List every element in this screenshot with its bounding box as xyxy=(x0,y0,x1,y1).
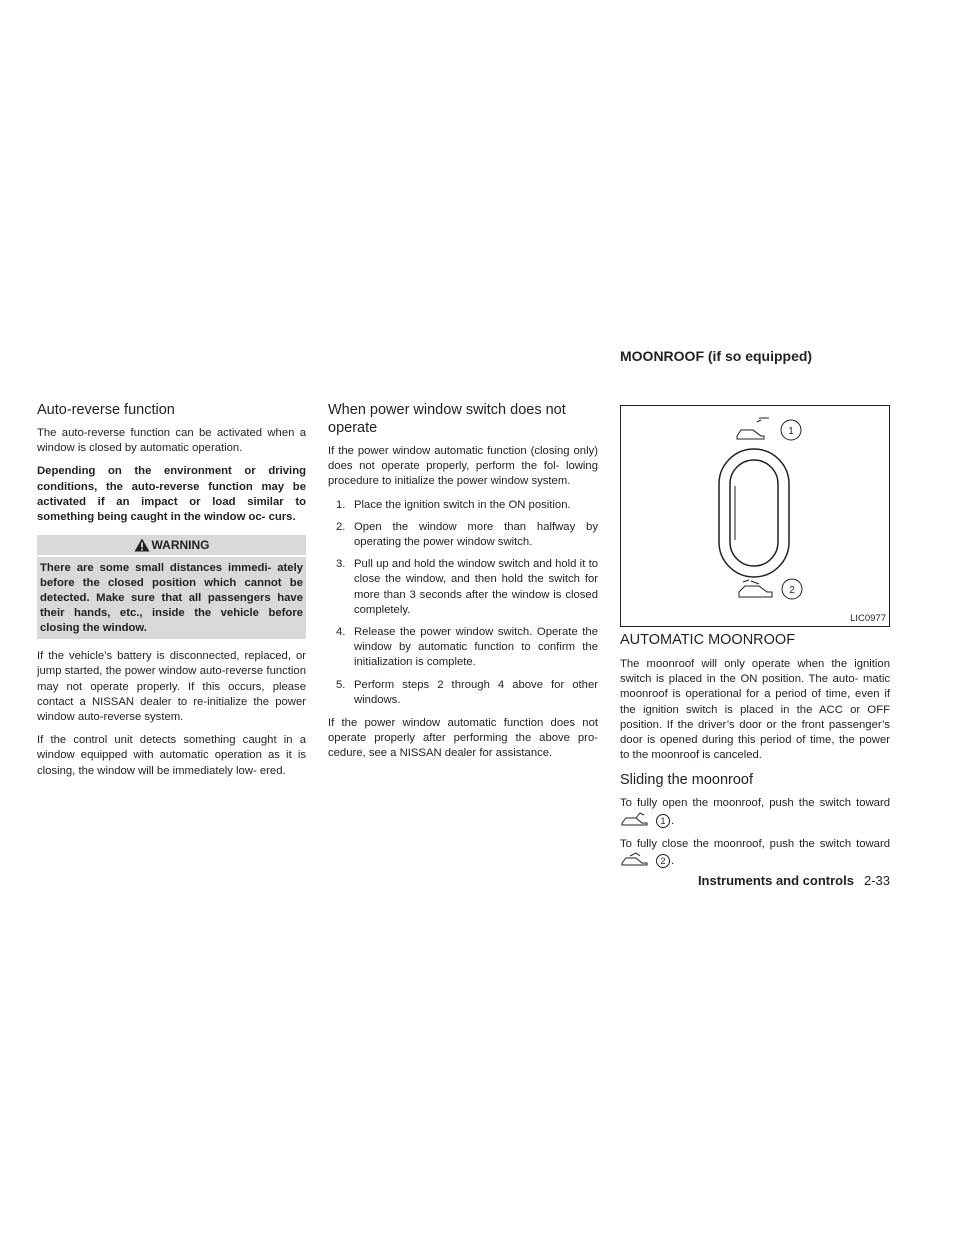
callout-2-ref: 2 xyxy=(656,854,670,868)
car-roof-close-icon xyxy=(739,580,772,597)
automatic-moonroof-heading: AUTOMATIC MOONROOF xyxy=(620,632,796,648)
warning-box xyxy=(37,535,306,639)
battery-paragraph: If the vehicle’s battery is disconnected, replaced, or jump started, the power window auto-reverse function may not operate properly. If this occurs, please contact a NISSAN dealer to re-initialize the power window auto-reverse system. xyxy=(37,650,306,724)
auto-reverse-heading: Auto-reverse function xyxy=(37,402,175,418)
warning-label: WARNING xyxy=(151,538,210,553)
moonroof-section-title: MOONROOF (if so equipped) xyxy=(620,348,813,364)
column-window-switch xyxy=(328,401,598,770)
auto-reverse-bold-note: Depending on the environment or driving conditions, the auto-reverse function may be activated if an impact or load similar to something being caught in the window oc- curs. xyxy=(37,465,306,524)
step-item: 4. Release the power window switch. Operate the window by automatic function to confirm the initialization is complete. xyxy=(336,626,598,669)
window-switch-intro: If the power window automatic function (closing only) does not operate properly, perform the fol- lowing procedure to initialize the power window system. xyxy=(328,445,598,488)
figure-caption: LIC0977 xyxy=(850,613,886,624)
page-footer xyxy=(620,873,890,888)
footer-section: Instruments and controls xyxy=(697,873,854,888)
warning-header xyxy=(37,535,306,557)
close-instruction: To fully close the moonroof, push the switch toward 2 . xyxy=(620,837,890,868)
svg-text:2: 2 xyxy=(789,585,795,596)
callout-1-ref: 1 xyxy=(656,814,670,828)
procedure-steps xyxy=(328,498,598,708)
automatic-moonroof-text: The moonroof will only operate when the ignition switch is placed in the ON position. The auto- matic moonroof is operational for a period of time, even if the ignition switch is placed in the ACC or OFF position. If the driver’s door or the front passenger’s door is opened during this period of time, the power to the moonroof is canceled. xyxy=(620,658,890,762)
window-switch-outro: If the power window automatic function does not operate properly after performing the above pro- cedure, see a NISSAN dealer for assistance. xyxy=(328,717,598,760)
car-roof-open-icon xyxy=(737,418,769,439)
step-item: 1. Place the ignition switch in the ON position. xyxy=(336,498,571,511)
svg-text:1: 1 xyxy=(788,426,794,437)
step-item: 5. Perform steps 2 through 4 above for other windows. xyxy=(336,678,598,706)
warning-text: There are some small distances immedi- ately before the closed position which cannot be detected. Make sure that all passengers have their hands, etc., inside the vehicle before closing the window. xyxy=(40,562,303,635)
step-item: 3. Pull up and hold the window switch and hold it to close the window, and then hold the switch for more than 3 seconds after the window is closed completely. xyxy=(336,558,598,616)
column-auto-reverse xyxy=(37,401,306,787)
sliding-heading: Sliding the moonroof xyxy=(620,772,753,789)
warning-triangle-icon xyxy=(134,538,150,552)
car-roof-open-icon xyxy=(620,812,650,826)
open-instruction: To fully open the moonroof, push the switch toward 1 . xyxy=(620,797,890,827)
step-item: 2. Open the window more than halfway by operating the power window switch. xyxy=(336,520,598,549)
auto-reverse-intro: The auto-reverse function can be activated when a window is closed by automatic operation. xyxy=(37,427,306,455)
window-switch-heading: When power window switch does not operate xyxy=(328,402,566,436)
control-unit-paragraph: If the control unit detects something caught in a window equipped with automatic operation as it is closing, the window will be immediately low- ered. xyxy=(37,734,306,777)
moonroof-body xyxy=(620,632,890,877)
page-number: 2-33 xyxy=(863,873,890,888)
moonroof-switch-figure xyxy=(620,405,890,627)
moonroof-switch-illustration xyxy=(621,406,889,626)
car-roof-close-icon xyxy=(620,852,650,866)
